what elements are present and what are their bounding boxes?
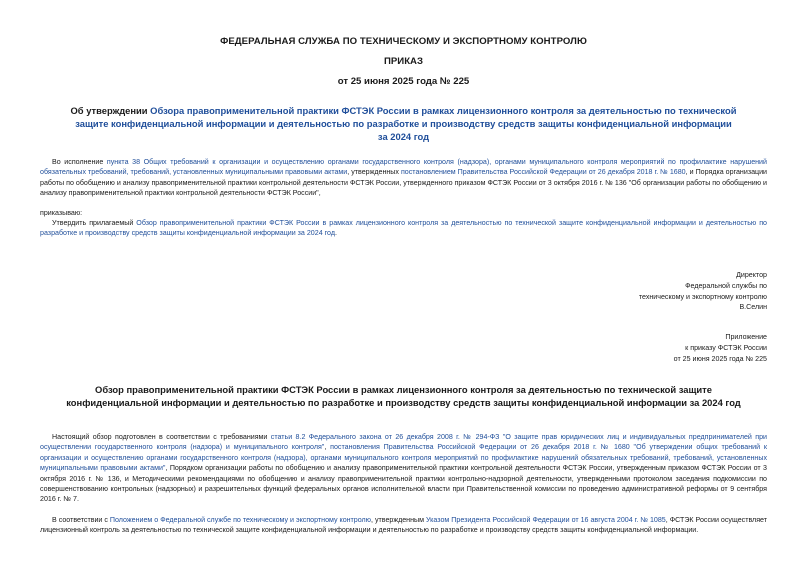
review-paragraph-1 [40, 432, 767, 505]
review-title: Обзор правоприменительной практики ФСТЭК России в рамках лицензионного контроля за деятельностью по технической защите конфиденциальной информации и деятельностью по разработке и производству средств защиты конфиденциальной информации за 2024 год [66, 384, 741, 408]
approve-paragraph [40, 218, 767, 239]
preamble-text-1: Во исполнение [52, 158, 107, 166]
preamble-text-3: , и Порядка организации работы по обобщению и анализу правоприменительной практики контрольной деятельности ФСТЭК России, утвержденного приказом ФСТЭК России от 3 октября 2016 г. № 136 "Об организации работы по обобщению и анализу правоприменительной практики контрольной деятельности ФСТЭК России", [40, 168, 767, 198]
review-p2-link-regulation[interactable]: Положением о Федеральной службе по техническому и экспортному контролю [109, 516, 372, 524]
appendix-block [674, 332, 767, 364]
appendix-label: Приложение [725, 333, 767, 341]
review-p2-text-2: , утвержденным [371, 516, 426, 524]
signature-agency-line-1: Федеральной службы по [685, 281, 767, 290]
review-p2-text-1: В соответствии с [52, 516, 110, 524]
approve-text-2: . [334, 229, 337, 238]
agency-name: ФЕДЕРАЛЬНАЯ СЛУЖБА ПО ТЕХНИЧЕСКОМУ И ЭКСПОРТНОМУ КОНТРОЛЮ [220, 36, 587, 47]
order-word: приказываю: [40, 209, 83, 217]
preamble-link-general-requirements[interactable]: пункта 38 Общих требований к организации и осуществлению органами государственного контроля (надзора), органами муниципального контроля мероприятий по профилактике нарушений обязательных требований, требований, установленных муниципальными правовыми актами [40, 158, 767, 177]
order-title [70, 104, 737, 143]
signature-position: Директор [736, 271, 767, 279]
approve-text-1: Утвердить прилагаемый [52, 219, 137, 227]
signature-block [639, 270, 767, 313]
order-title-prefix: Об утверждении [70, 105, 151, 116]
signature-agency-line-2: техническому и экспортному контролю [638, 292, 767, 301]
appendix-date-number: от 25 июня 2025 года № 225 [673, 354, 767, 363]
order-date-number: от 25 июня 2025 года № 225 [337, 76, 470, 87]
approve-link-review[interactable]: Обзор правоприменительной практики ФСТЭК России в рамках лицензионного контроля за деятельностью по технической защите конфиденциальной информации и деятельностью по разработке и производству средств защиты конфиденциальной информации за 2024 год [40, 219, 767, 238]
document-type: ПРИКАЗ [384, 56, 423, 67]
preamble-link-resolution-1680[interactable]: постановлением Правительства Российской Федерации от 26 декабря 2018 г. № 1680 [400, 168, 686, 177]
review-p1-text-1: Настоящий обзор подготовлен в соответствии с требованиями [52, 433, 271, 441]
order-title-link[interactable]: Обзора правоприменительной практики ФСТЭК России в рамках лицензионного контроля за деятельностью по технической защите конфиденциальной информации и деятельностью по разработке и производству средств защиты конфиденциальной информации за 2024 год [75, 105, 737, 142]
appendix-order-ref: к приказу ФСТЭК России [685, 343, 767, 352]
signature-name: В.Селин [739, 303, 767, 312]
review-p2-link-decree-1085[interactable]: Указом Президента Российской Федерации от 16 августа 2004 г. № 1085 [425, 516, 666, 524]
review-p2-text-3: , ФСТЭК России осуществляет лицензионный контроль за деятельностью по технической защите конфиденциальной информации и деятельностью по разработке и производству средств защиты конфиденциальной информации. [40, 516, 767, 535]
review-p1-link-resolution-1680[interactable]: постановления Правительства Российской Федерации от 26 декабря 2018 г. № 1680 "Об утверждении общих требований к организации и осуществлению органами государственного контроля (надзора), органами муниципального контроля мероприятий по профилактике нарушений обязательных требований, требований, установленных муниципальными правовыми актами" [40, 443, 767, 473]
preamble-text-2: , утвержденных [347, 168, 401, 177]
review-p1-text-2: , [324, 443, 331, 452]
preamble-paragraph [40, 157, 767, 199]
review-p1-link-law-294[interactable]: статьи 8.2 Федерального закона от 26 декабря 2008 г. № 294-ФЗ "О защите прав юридических лиц и индивидуальных предпринимателей при осуществлении государственного контроля (надзора) и муниципального контроля" [40, 433, 767, 452]
review-paragraph-2 [40, 515, 767, 536]
review-p1-text-3: , Порядком организации работы по обобщению и анализу правоприменительной практики контрольной деятельности ФСТЭК России, утвержденным приказом ФСТЭК России от 3 октября 2016 г. № 136, и Методическими рекомендациями по обобщению и анализу правоприменительной практики контрольно-надзорной деятельности, утвержденными протоколом заседания подкомиссии по совершенствованию контрольных (надзорных) и разрешительных функций федеральных органов исполнительной власти при Правительственной комиссии по проведению административной реформы от 9 сентября 2016 г. № 7. [40, 464, 767, 504]
